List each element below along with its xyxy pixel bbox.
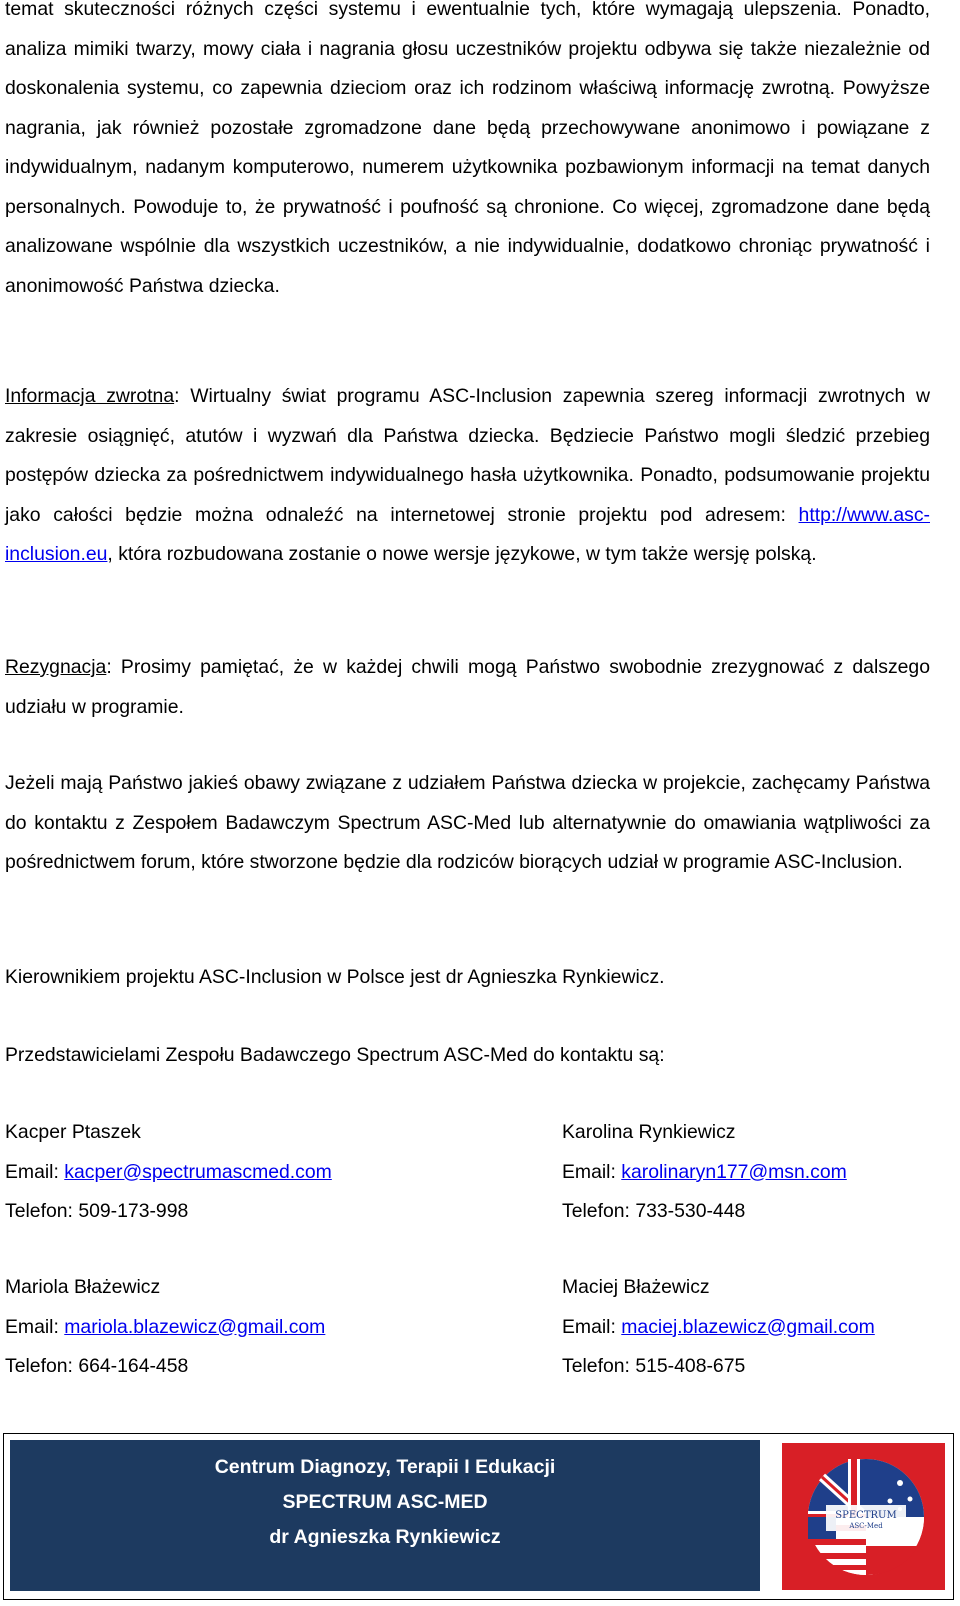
paragraph-project-lead bbox=[5, 958, 930, 998]
contact-card bbox=[562, 1113, 847, 1232]
feedback-text-b: , która rozbudowana zostanie o nowe wersje językowe, w tym także wersję polską. bbox=[107, 543, 817, 565]
logo-subtitle: ASC-Med bbox=[849, 1522, 883, 1530]
spectrum-logo bbox=[782, 1443, 945, 1590]
footer-band bbox=[10, 1440, 760, 1591]
project-lead-text: Kierownikiem projektu ASC-Inclusion w Polsce jest dr Agnieszka Rynkiewicz. bbox=[5, 966, 665, 988]
contact-email-link[interactable]: karolinaryn177@msn.com bbox=[621, 1160, 847, 1183]
footer-director-name: dr Agnieszka Rynkiewicz bbox=[269, 1526, 501, 1548]
contact-email-line bbox=[5, 1153, 332, 1193]
concerns-text: Jeżeli mają Państwo jakieś obawy związane z udziałem Państwa dziecka w projekcie, zachęcamy Państwa do kontaktu z Zespołem Badawczym Spectrum ASC-Med lub alternatywnie do omawiania wątpliwości za pośrednictwem forum, które stworzone będzie dla rodziców biorących udział w programie ASC-Inclusion. bbox=[5, 772, 930, 873]
logo-title: SPECTRUM bbox=[835, 1510, 897, 1521]
email-label: Email: bbox=[5, 1160, 65, 1183]
paragraph-feedback bbox=[5, 377, 930, 575]
feedback-heading: Informacja zwrotna bbox=[5, 385, 175, 407]
paragraph-privacy bbox=[5, 0, 930, 306]
feedback-text-a: : Wirtualny świat programu ASC-Inclusion zapewnia szereg informacji zwrotnych w zakresie osiągnięć, atutów i wyzwań dla Państwa dziecka. Będziecie Państwo mogli śledzić przebieg postępów dziecka za pośrednictwem indywidualnego hasła użytkownika. Ponadto, podsumowanie projektu jako całości będzie można odnaleźć na internetowej stronie projektu pod adresem: bbox=[5, 385, 930, 526]
contact-email-link[interactable]: mariola.blazewicz@gmail.com bbox=[64, 1315, 326, 1338]
contact-phone-line bbox=[562, 1192, 847, 1232]
contacts-intro-text: Przedstawicielami Zespołu Badawczego Spectrum ASC-Med do kontaktu są: bbox=[5, 1044, 665, 1066]
email-label: Email: bbox=[562, 1315, 622, 1338]
contact-phone-line bbox=[5, 1192, 332, 1232]
contact-card bbox=[5, 1268, 325, 1387]
paragraph-concerns bbox=[5, 764, 930, 883]
phone-label: Telefon: bbox=[5, 1355, 79, 1377]
paragraph-privacy-text: temat skuteczności różnych części systemu i ewentualnie tych, które wymagają ulepszenia. Ponadto, analiza mimiki twarzy, mowy ciała i nagrania głosu uczestników projektu odbywa się także niezależnie od doskonalenia systemu, co zapewnia dzieciom oraz ich rodzinom właściwą informację zwrotną. Powyższe nagrania, jak również pozostałe zgromadzone dane będą przechowywane anonimowo i powiązane z indywidualnym, nadanym komputerowo, numerem użytkownika pozbawionym informacji na temat danych personalnych. Powoduje to, że prywatność i poufność są chronione. Co więcej, zgromadzone dane będą analizowane wspólnie dla wszystkich uczestników, a nie indywidualnie, dodatkowo chroniąc prywatność i anonimowość Państwa dziecka. bbox=[5, 0, 930, 297]
contact-phone: 733-530-448 bbox=[635, 1200, 746, 1222]
resignation-text: : Prosimy pamiętać, że w każdej chwili mogą Państwo swobodnie zrezygnować z dalszego udziału w programie. bbox=[5, 656, 930, 718]
contact-name: Mariola Błażewicz bbox=[5, 1276, 161, 1298]
footer-banner bbox=[3, 1433, 954, 1600]
contact-email-line bbox=[562, 1153, 847, 1193]
spectrum-logo-icon bbox=[782, 1443, 945, 1590]
contact-phone-line bbox=[5, 1347, 325, 1387]
contact-phone: 664-164-458 bbox=[78, 1355, 189, 1377]
phone-label: Telefon: bbox=[5, 1200, 79, 1222]
contact-phone-line bbox=[562, 1347, 875, 1387]
phone-label: Telefon: bbox=[562, 1200, 636, 1222]
contact-phone: 509-173-998 bbox=[78, 1200, 189, 1222]
contact-email-line bbox=[562, 1308, 875, 1348]
footer-org-name: SPECTRUM ASC-MED bbox=[282, 1491, 488, 1513]
contact-name: Karolina Rynkiewicz bbox=[562, 1121, 736, 1143]
phone-label: Telefon: bbox=[562, 1355, 636, 1377]
contact-email-link[interactable]: maciej.blazewicz@gmail.com bbox=[621, 1315, 875, 1338]
paragraph-resignation bbox=[5, 648, 930, 727]
email-label: Email: bbox=[562, 1160, 622, 1183]
email-label: Email: bbox=[5, 1315, 65, 1338]
contact-email-link[interactable]: kacper@spectrumascmed.com bbox=[64, 1160, 332, 1183]
contact-card bbox=[5, 1113, 332, 1232]
footer-center-name: Centrum Diagnozy, Terapii I Edukacji bbox=[214, 1456, 556, 1478]
paragraph-contacts-intro bbox=[5, 1036, 930, 1076]
project-website-link[interactable]: http://www.asc-inclusion.eu bbox=[5, 503, 930, 565]
contact-email-line bbox=[5, 1308, 325, 1348]
contact-name: Maciej Błażewicz bbox=[562, 1276, 710, 1298]
contact-phone: 515-408-675 bbox=[635, 1355, 746, 1377]
resignation-heading: Rezygnacja bbox=[5, 656, 107, 678]
contact-name: Kacper Ptaszek bbox=[5, 1121, 141, 1143]
contact-card bbox=[562, 1268, 875, 1387]
